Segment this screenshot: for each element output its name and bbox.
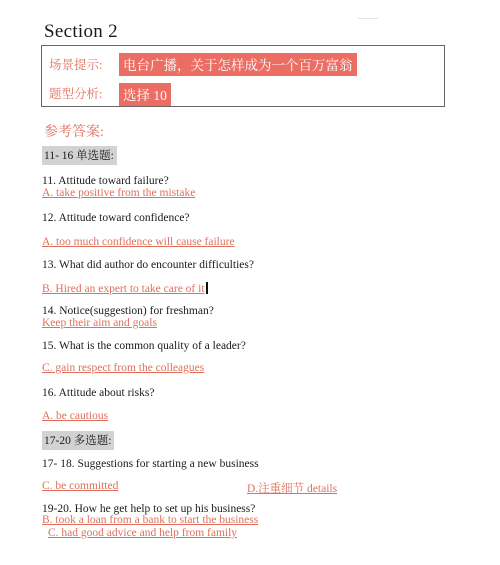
answer-19-20-second: C. had good advice and help from family [48, 527, 238, 539]
answer-19-20-first: B. took a loan from a bank to start the business [42, 514, 259, 526]
answer-13-line [42, 279, 208, 297]
answers-heading: 参考答案: [44, 125, 104, 140]
answer-13: B. Hired an expert to take care of it [42, 283, 205, 295]
scene-value: 电台广播，关于怎样成为一个百万富翁 [119, 53, 357, 76]
answer-12: A. too much confidence will cause failure [42, 236, 235, 248]
question-16: 16. Attitude about risks? [42, 387, 155, 399]
question-type-label: 题型分析: [49, 87, 103, 101]
question-15: 15. What is the common quality of a leader? [42, 340, 246, 352]
header-rule [358, 18, 378, 19]
scene-label: 场景提示: [49, 58, 103, 72]
question-14: 14. Notice(suggestion) for freshman? [42, 305, 214, 317]
answer-16: A. be cautious [42, 410, 109, 422]
group-header-single-choice: 11- 16 单选题: [42, 146, 117, 165]
section-title: Section 2 [44, 21, 118, 42]
answer-17-18-first: C. be committed [42, 480, 119, 492]
answer-11: A. take positive from the mistake [42, 187, 196, 199]
text-cursor [206, 282, 208, 294]
question-type-value: 选择 10 [119, 83, 171, 106]
group-header-multiple-choice: 17-20 多选题: [42, 431, 114, 450]
answer-14: Keep their aim and goals [42, 317, 157, 329]
question-11: 11. Attitude toward failure? [42, 175, 169, 187]
question-13: 13. What did author do encounter difficulties? [42, 259, 254, 271]
question-19-20: 19-20. How he get help to set up his business? [42, 503, 256, 515]
answer-17-18-second: D.注重细节 details [247, 483, 338, 495]
question-12: 12. Attitude toward confidence? [42, 212, 190, 224]
question-17-18: 17- 18. Suggestions for starting a new business [42, 458, 259, 470]
scenario-box [41, 45, 445, 107]
answer-15: C. gain respect from the colleagues [42, 362, 205, 374]
